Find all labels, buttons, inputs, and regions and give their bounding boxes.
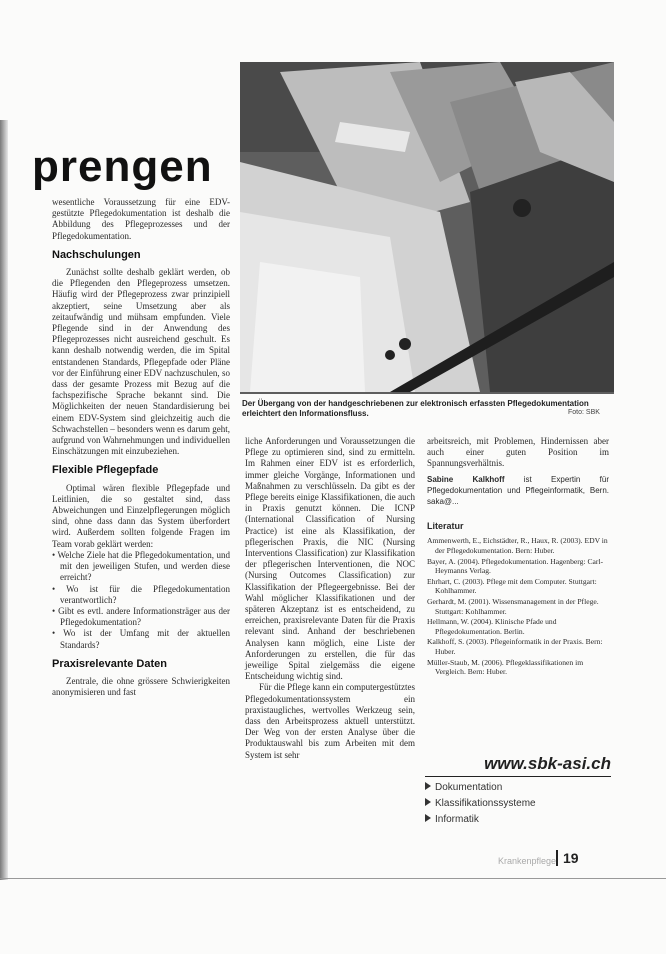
author-box bbox=[427, 474, 609, 508]
list-item: • Gibt es evtl. andere Informationsträger aus der Pflegedokumentation? bbox=[60, 606, 230, 628]
photo-caption: Der Übergang von der handgeschriebenen zur elektronisch erfassten Pflegedokumentation erleichtert den Informationsfluss. bbox=[242, 399, 589, 418]
literature-item: Hellmann, W. (2004). Klinische Pfade und Pflegedokumentation. Berlin. bbox=[427, 617, 557, 636]
paragraph-pflegepfade: Optimal wären flexible Pflegepfade und Leitlinien, die so gestaltet sind, dass Abweichungen und Einzelpflegerungen möglich sind, ohne dass dann das System überfordert wird. Außerdem sollten folgende Fragen im Team vorab geklärt werden: bbox=[52, 482, 230, 549]
question-list bbox=[52, 550, 230, 651]
column-left bbox=[52, 197, 230, 698]
intro-paragraph: wesentliche Voraussetzung für eine EDV-gestützte Pflegedokumentation ist deshalb die Abbildung des Pflegeprozesses und der Pflegedokumentation. bbox=[52, 197, 230, 241]
website-ad bbox=[425, 754, 611, 844]
ad-item[interactable] bbox=[425, 782, 611, 793]
scan-edge bbox=[0, 120, 8, 880]
photo-credit: Foto: SBK bbox=[568, 409, 600, 416]
arrow-right-icon bbox=[425, 814, 431, 822]
literature-item: Müller-Staub, M. (2006). Pflegeklassifikationen im Vergleich. Bern: Huber. bbox=[427, 657, 584, 677]
subheading-pflegepfade: Flexible Pflegepfade bbox=[52, 464, 159, 477]
author-name: Sabine Kalkhoff bbox=[427, 474, 505, 484]
ad-item-label: Dokumentation bbox=[435, 782, 503, 793]
ad-item[interactable] bbox=[425, 814, 611, 825]
paragraph-daten: Zentrale, die ohne grössere Schwierigkeiten anonymisieren und fast bbox=[52, 675, 230, 698]
website-link[interactable]: www.sbk-asi.ch bbox=[425, 754, 611, 777]
article-heading: prengen bbox=[32, 142, 213, 191]
scan-crop-line bbox=[0, 878, 666, 879]
article-photo bbox=[240, 62, 614, 394]
ad-item-label: Informatik bbox=[435, 814, 479, 825]
paragraph-classifications: liche Anforderungen und Voraussetzungen die Pflege zu optimieren sind, sind zu ermitteln. Im Rahmen einer EDV ist es erforderlich, immer gleiche Vorgänge, Informationen und Maßnahmen zu verschlüsseln. Da gibt es der Pflege bereits einige Klassifikationen, die auch in Praxis genutzt können. Die ICNP (International Classification of Nursing Practice) ist eine als Klassifikation, der pflegerischen Praxis, die NIC (Nursing Interventions Classification) zur Klassifikation der pflegerischen Interventionen, die NOC (Nursing Outcomes Classification) zur Klassifikation der Pflegeergebnisse. Bei der Wahl möglicher Klassifikationen und der späteren Akzeptanz ist es entscheidend, zu erreichen, praxisrelevante Daten für die Praxis relevant sind. Anhand der beschriebenen Analysen kann möglich, eine Liste der Anforderungen zu erstellen, die für das jeweilige Spital zielgemäss die eigene Entscheidung wichtig sind. bbox=[245, 436, 415, 682]
arrow-right-icon bbox=[425, 798, 431, 806]
arrow-right-icon bbox=[425, 782, 431, 790]
magazine-name: Krankenpflege bbox=[498, 856, 557, 866]
literature-list bbox=[427, 536, 609, 676]
column-right bbox=[427, 436, 609, 678]
literature-heading: Literatur bbox=[427, 521, 464, 532]
subheading-daten: Praxisrelevante Daten bbox=[52, 657, 167, 670]
paragraph-nachschulungen: Zunächst sollte deshalb geklärt werden, ob die Pflegenden den Pflegeprozess umsetzen. Häufig wird der Pflegeprozess zwar prinzipiell akzeptiert, seine Umsetzung aber als zeitaufwändig und mühsam empfunden. Viele Pflegende sind in der Anwendung des Pflegeprozesses nicht ausreichend geschult. Es kann deshalb notwendig werden, die im Spital entstandenen Standards, Pflegepfade oder Pläne vor der Einführung einer EDV nachzuschulen, so dass der gesamte Prozess mit Bezug auf die fachspezifische Sprache bekannt sind. Die Möglichkeiten der neuen Standardisierung bei einem EDV-System sind gleichzeitig auch die Schwachstellen – besonders wenn es darum geht, aufgrund von Wahrnehmungen und individuellen Einschätzungen mit einzubeziehen. bbox=[52, 267, 230, 457]
paragraph-conclusion: Für die Pflege kann ein computergestütztes Pflegedokumentationssystem ein praxistaugliches, wertvolles Werkzeug sein, dass den Arbeitsprozess aktuell unterstützt. Der Weg von der ersten Analyse über die Produktauswahl bis zum Arbeiten mit dem System ist sehr bbox=[245, 682, 415, 760]
list-item: • Welche Ziele hat die Pflegedokumentation, und mit den jeweiligen Stufen, und werden diese erreicht? bbox=[60, 550, 230, 584]
literature-item: Ammenwerth, E., Eichstädter, R., Haux, R. (2003). EDV in der Pflegedokumentation. Bern: Huber. bbox=[427, 536, 608, 556]
literature-item: Bayer, A. (2004). Pflegedokumentation. Hagenberg: Carl-Heymanns Verlag. bbox=[427, 556, 604, 576]
list-item: • Wo ist der Umfang mit der aktuellen Standards? bbox=[60, 628, 230, 650]
photo-illustration bbox=[240, 62, 614, 394]
subheading-nachschulungen: Nachschulungen bbox=[52, 248, 141, 261]
ad-item[interactable] bbox=[425, 798, 611, 809]
literature-item: Kalkhoff, S. (2003). Pflegeinformatik in der Praxis. Bern: Huber. bbox=[427, 637, 603, 656]
literature-item: Ehrhart, C. (2003). Pflege mit dem Computer. Stuttgart: Kohlhammer. bbox=[427, 576, 597, 596]
author-info: ist Expertin für Pflegedokumentation und Pflegeinformatik, Bern. saka@... bbox=[427, 474, 609, 507]
page-number: 19 bbox=[556, 850, 579, 866]
column-middle bbox=[245, 436, 415, 761]
ad-item-label: Klassifikationssysteme bbox=[435, 798, 536, 809]
literature-item: Gerhardt, M. (2001). Wissensmanagement in der Pflege. Stuttgart: Kohlhammer. bbox=[427, 596, 599, 616]
list-item: • Wo ist für die Pflegedokumentation verantwortlich? bbox=[60, 584, 230, 606]
paragraph-end: arbeitsreich, mit Problemen, Hindernissen aber auch einer guten Position im Spannungsverhältnis. bbox=[427, 436, 609, 469]
